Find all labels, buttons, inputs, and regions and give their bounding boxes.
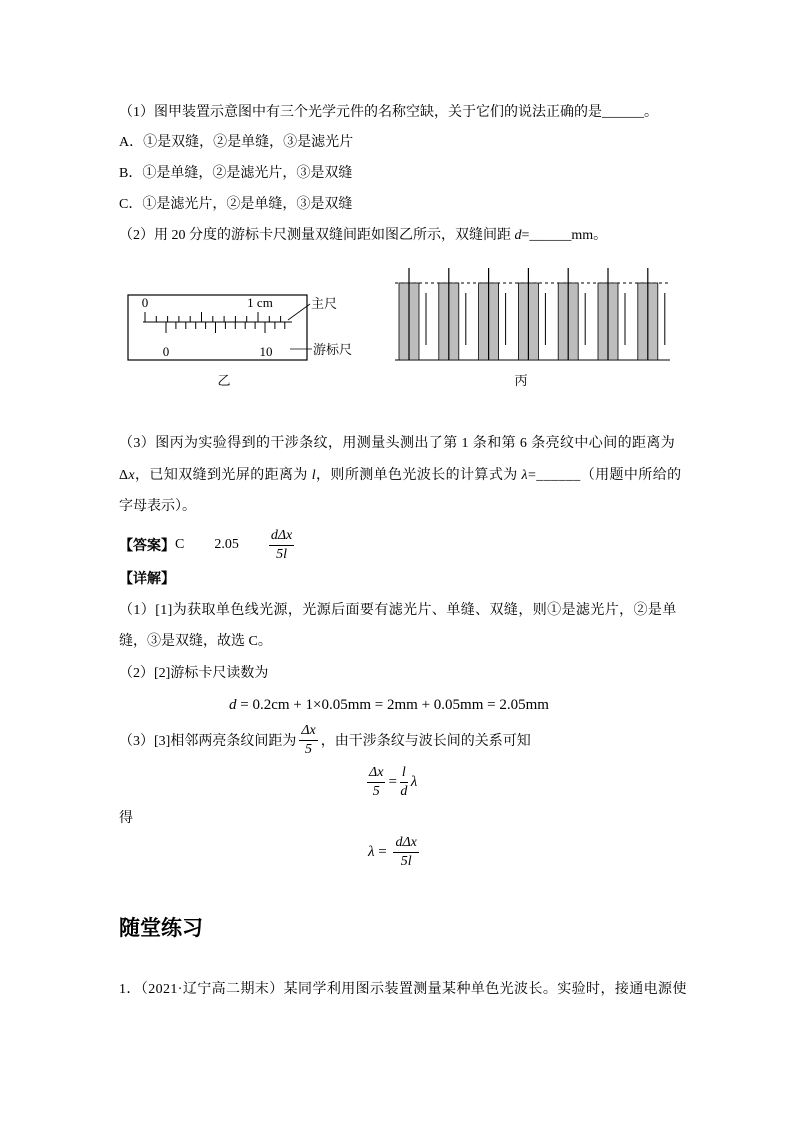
vernier-ten-label: 10: [259, 344, 273, 359]
main-scale-label: 主尺: [311, 296, 338, 311]
q2-var-d: d: [514, 228, 522, 243]
formula3-fraction: [393, 835, 418, 870]
q3-seg2: ，则所测单色光波长的计算式为: [316, 468, 522, 483]
vernier-zero-label: 0: [162, 344, 170, 359]
formula-wavelength: [368, 831, 422, 873]
q3-seg1: ，已知双缝到光屏的距离为: [135, 468, 312, 483]
formula1-var-d: d: [229, 696, 237, 713]
formula2-left-fraction: [367, 765, 385, 800]
q3-var-x: x: [128, 468, 136, 483]
answer-value: 2.05: [214, 537, 239, 552]
main-scale-zero-label: 0: [141, 295, 149, 310]
explanation-p1-line1: （1）[1]为获取单色线光源，光源后面要有滤光片、单缝、双缝，则①是滤光片，②是单: [119, 603, 677, 618]
formula3-lambda: λ: [368, 843, 375, 860]
q2-stem-after: =______mm。: [521, 228, 608, 243]
formula-caliper-reading: [229, 695, 549, 715]
explanation-p2: （2）[2]游标卡尺读数为: [119, 666, 269, 681]
answer-fraction-denominator: 5l: [276, 546, 287, 562]
formula2-lambda: λ: [410, 773, 418, 790]
q1-option-c: C．①是滤光片，②是单缝，③是双缝: [119, 197, 353, 212]
p3-fraction-numerator: Δx: [299, 723, 317, 741]
explanation-p3-after: ，由干涉条纹与波长间的关系可知: [320, 734, 531, 749]
q3-line3: 字母表示）。: [119, 499, 196, 514]
q2-stem: [119, 226, 607, 246]
q3-delta: Δ: [119, 468, 129, 483]
q1-option-b: B．①是单缝，②是滤光片，③是双缝: [119, 166, 353, 181]
formula3-numerator: dΔx: [393, 835, 418, 853]
q3-var-l: l: [311, 468, 317, 483]
formula2-right-denominator: d: [400, 783, 408, 799]
q1-stem: （1）图甲装置示意图中有三个光学元件的名称空缺，关于它们的说法正确的是______。: [119, 105, 658, 120]
formula3-equals: =: [374, 843, 391, 860]
practice-q1: 1．（2021·辽宁高二期末）某同学利用图示装置测量某种单色光波长。实验时，接通电源使: [119, 982, 687, 997]
explanation-p3-before: （3）[3]相邻两亮条纹间距为: [119, 734, 297, 749]
vernier-caliper-figure: [128, 295, 352, 388]
explanation-p3-fraction: [299, 723, 317, 758]
formula1-rest: = 0.2cm + 1×0.05mm = 2mm + 0.05mm = 2.05mm: [236, 696, 549, 713]
explanation-p3: [119, 719, 531, 761]
vernier-scale-label: 游标尺: [313, 342, 353, 357]
figure-bing-caption: 丙: [514, 373, 528, 388]
figure-yi-caption: 乙: [217, 373, 231, 388]
answer-choice: C: [175, 537, 185, 552]
q3-line1: （3）图丙为实验得到的干涉条纹，用测量头测出了第 1 条和第 6 条亮纹中心间的距离为: [119, 436, 676, 451]
answer-label: 【答案】: [119, 539, 175, 554]
q1-option-a: A．①是双缝，②是单缝，③是滤光片: [119, 135, 354, 150]
formula2-left-denominator: 5: [372, 783, 380, 799]
explanation-de: 得: [119, 811, 133, 826]
q2-stem-before: （2）用 20 分度的游标卡尺测量双缝间距如图乙所示，双缝间距: [119, 228, 515, 243]
practice-heading: 随堂练习: [119, 916, 203, 940]
answer-fraction-numerator: dΔx: [269, 528, 294, 546]
p3-fraction-denominator: 5: [305, 741, 313, 757]
explanation-heading: 【详解】: [119, 572, 175, 587]
answer-row: [119, 523, 297, 567]
formula2-left-numerator: Δx: [367, 765, 385, 783]
caliper-frame: [128, 295, 307, 360]
answer-fraction: [269, 528, 294, 563]
explanation-p1-line2: 缝，③是双缝，故选 C。: [119, 634, 272, 649]
figures-yi-bing: [110, 260, 690, 395]
q3-var-lambda: λ: [521, 468, 528, 483]
q3-line2: [119, 466, 682, 486]
formula2-equals: =: [388, 773, 397, 790]
formula-fringe-relation: [364, 761, 417, 803]
main-scale-cm-label: 1 cm: [247, 295, 273, 310]
interference-fringes-figure: [395, 268, 670, 388]
formula2-right-numerator: l: [400, 765, 408, 783]
formula3-denominator: 5l: [400, 853, 412, 869]
formula2-right-fraction: [400, 765, 408, 800]
q3-seg3: =______（用题中所给的: [528, 468, 682, 483]
